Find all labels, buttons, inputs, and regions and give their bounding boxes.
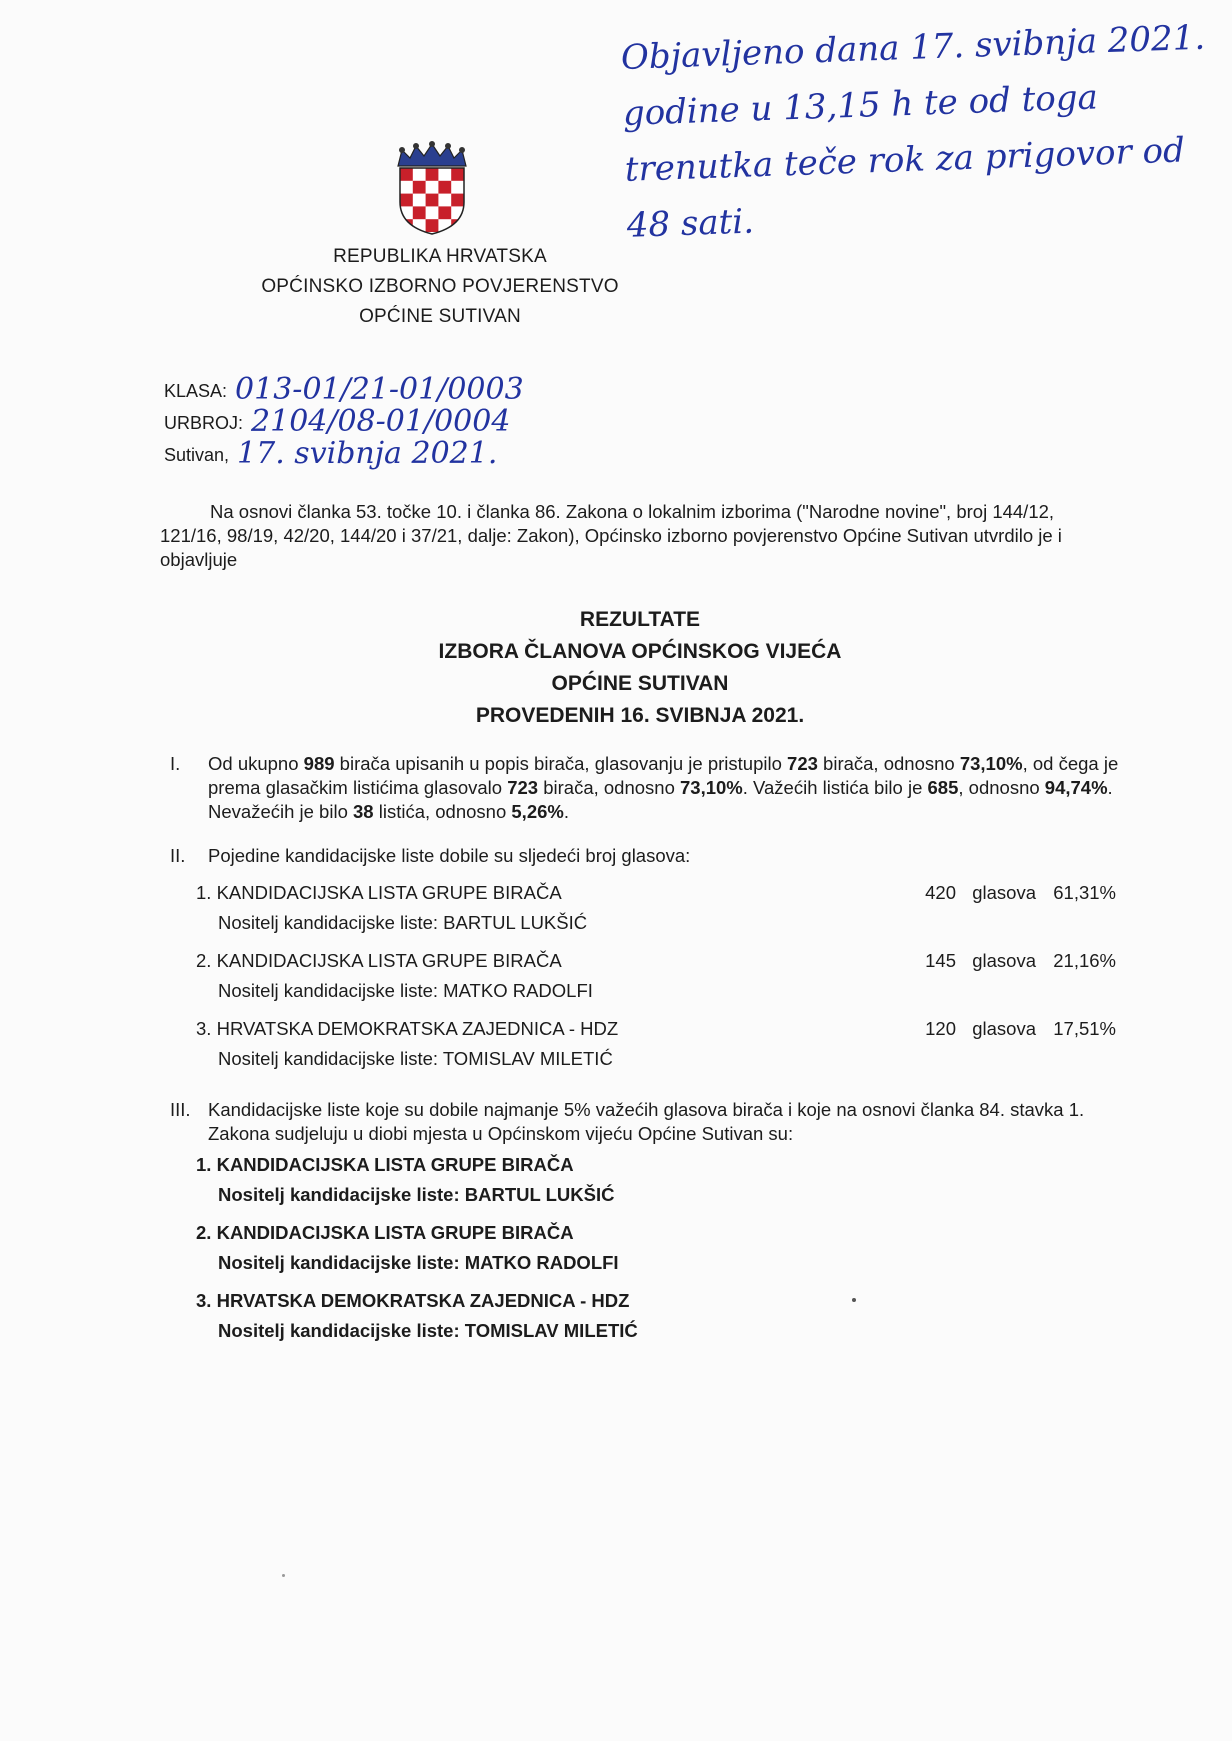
- crest-square: [413, 232, 426, 236]
- crest-square: [438, 232, 451, 236]
- section-seat-distribution-text: Kandidacijske liste koje su dobile najmanje 5% važećih glasova birača i koje na osnovi članka 84. stavka 1. Zakona sudjeluju u diobi mjesta u Općinskom vijeću Općine Sutivan su:: [208, 1099, 1085, 1144]
- list-name: HRVATSKA DEMOKRATSKA ZAJEDNICA - HDZ: [216, 1018, 619, 1039]
- header-commission: OPĆINSKO IZBORNO POVJERENSTVO: [261, 276, 619, 297]
- section-votes-text: Pojedine kandidacijske liste dobile su sljedeći broj glasova:: [208, 845, 691, 866]
- list-holder: Nositelj kandidacijske liste: MATKO RADOLFI: [218, 1252, 619, 1273]
- klasa-row: [164, 370, 524, 405]
- title-line: REZULTATE: [579, 608, 701, 631]
- vote-percent: 21,16%: [1053, 950, 1116, 971]
- urbroj-value: 2104/08-01/0004: [251, 404, 511, 439]
- scan-speck: [852, 1298, 856, 1302]
- scan-speck: [282, 1574, 285, 1577]
- vote-unit: glasova: [972, 1018, 1036, 1039]
- handwritten-line: Objavljeno dana 17. svibnja 2021.: [620, 17, 1206, 78]
- urbroj-label: URBROJ:: [164, 413, 244, 433]
- item-number: 3.: [196, 1018, 212, 1039]
- vote-result-item: [196, 946, 1116, 1006]
- qualified-list-item: [196, 1286, 1116, 1346]
- vote-unit: glasova: [972, 882, 1036, 903]
- section-turnout: [170, 752, 1120, 824]
- handwritten-line: 48 sati.: [626, 201, 755, 246]
- vote-percent: 17,51%: [1053, 1018, 1116, 1039]
- item-number: 2.: [196, 950, 212, 971]
- item-number: 1.: [196, 882, 212, 903]
- intro-paragraph: Na osnovi članka 53. točke 10. i članka 86. Zakona o lokalnim izborima ("Narodne novine", broj 144/12, 121/16, 98/19, 42/20, 144/20 i 37/21, dalje: Zakon), Općinsko izborno povjerenstvo Općine Sutivan utvrdilo je i objavljuje: [160, 501, 1062, 570]
- item-number: 3.: [196, 1290, 212, 1311]
- vote-count: 420: [925, 882, 956, 903]
- vote-percent: 61,31%: [1053, 882, 1116, 903]
- item-number: 2.: [196, 1222, 212, 1243]
- qualified-list-item: [196, 1150, 1116, 1210]
- place-label: Sutivan,: [164, 445, 230, 465]
- klasa-label: KLASA:: [164, 381, 228, 401]
- list-name: KANDIDACIJSKA LISTA GRUPE BIRAČA: [216, 882, 562, 903]
- vote-unit: glasova: [972, 950, 1036, 971]
- list-holder: Nositelj kandidacijske liste: TOMISLAV MILETIĆ: [218, 1048, 613, 1069]
- crest-square: [413, 181, 426, 194]
- crest-square: [426, 168, 439, 181]
- section-turnout-text: Od ukupno 989 birača upisanih u popis birača, glasovanju je pristupilo 723 birača, odnosno 73,10%, od čega je prema glasačkim listićima glasovalo 723 birača, odnosno 73,10%. Važećih listića bilo je 685, odnosno 94,74%. Nevažećih je bilo 38 listića, odnosno 5,26%.: [208, 753, 1119, 822]
- crest-square: [438, 181, 451, 194]
- section-number: I.: [170, 753, 181, 774]
- crest-square: [438, 206, 451, 219]
- crest-crown: [398, 141, 466, 166]
- urbroj-row: [164, 402, 510, 437]
- crest-square: [451, 168, 464, 181]
- coat-of-arms-icon: [392, 140, 472, 236]
- crest-checkerboard: [400, 168, 464, 236]
- vote-result-item: [196, 1014, 1116, 1074]
- qualified-list-item: [196, 1218, 1116, 1278]
- section-number: III.: [170, 1099, 191, 1120]
- crest-square: [426, 194, 439, 207]
- document-title: [200, 604, 1080, 732]
- crest-square: [400, 194, 413, 207]
- date-row: [164, 434, 497, 469]
- list-holder: Nositelj kandidacijske liste: BARTUL LUKŠIĆ: [218, 1184, 615, 1205]
- section-seat-distribution: [170, 1098, 1120, 1146]
- vote-count: 120: [925, 1018, 956, 1039]
- title-line: IZBORA ČLANOVA OPĆINSKOG VIJEĆA: [438, 640, 842, 663]
- title-line: PROVEDENIH 16. SVIBNJA 2021.: [475, 704, 805, 727]
- section-votes: [170, 844, 1120, 868]
- list-name: KANDIDACIJSKA LISTA GRUPE BIRAČA: [216, 1154, 574, 1175]
- vote-result-item: [196, 878, 1116, 938]
- list-name: KANDIDACIJSKA LISTA GRUPE BIRAČA: [216, 1222, 574, 1243]
- section-number: II.: [170, 845, 186, 866]
- list-holder: Nositelj kandidacijske liste: TOMISLAV MILETIĆ: [218, 1320, 638, 1341]
- vote-count: 145: [925, 950, 956, 971]
- header-municipality: OPĆINE SUTIVAN: [359, 306, 521, 327]
- list-name: HRVATSKA DEMOKRATSKA ZAJEDNICA - HDZ: [216, 1290, 630, 1311]
- handwritten-line: godine u 13,15 h te od toga: [622, 77, 1099, 134]
- klasa-value: 013-01/21-01/0003: [235, 372, 524, 407]
- title-line: OPĆINE SUTIVAN: [551, 672, 729, 695]
- handwritten-publication-note: [620, 9, 1227, 254]
- crest-square: [400, 168, 413, 181]
- header-republic: REPUBLIKA HRVATSKA: [333, 246, 547, 267]
- handwritten-line: trenutka teče rok za prigovor od: [624, 130, 1186, 190]
- crest-square: [413, 206, 426, 219]
- crest-square: [426, 219, 439, 232]
- list-holder: Nositelj kandidacijske liste: MATKO RADOLFI: [218, 980, 593, 1001]
- list-holder: Nositelj kandidacijske liste: BARTUL LUKŠIĆ: [218, 912, 588, 933]
- item-number: 1.: [196, 1154, 212, 1175]
- date-value: 17. svibnja 2021.: [237, 436, 498, 471]
- list-name: KANDIDACIJSKA LISTA GRUPE BIRAČA: [216, 950, 562, 971]
- crest-square: [451, 194, 464, 207]
